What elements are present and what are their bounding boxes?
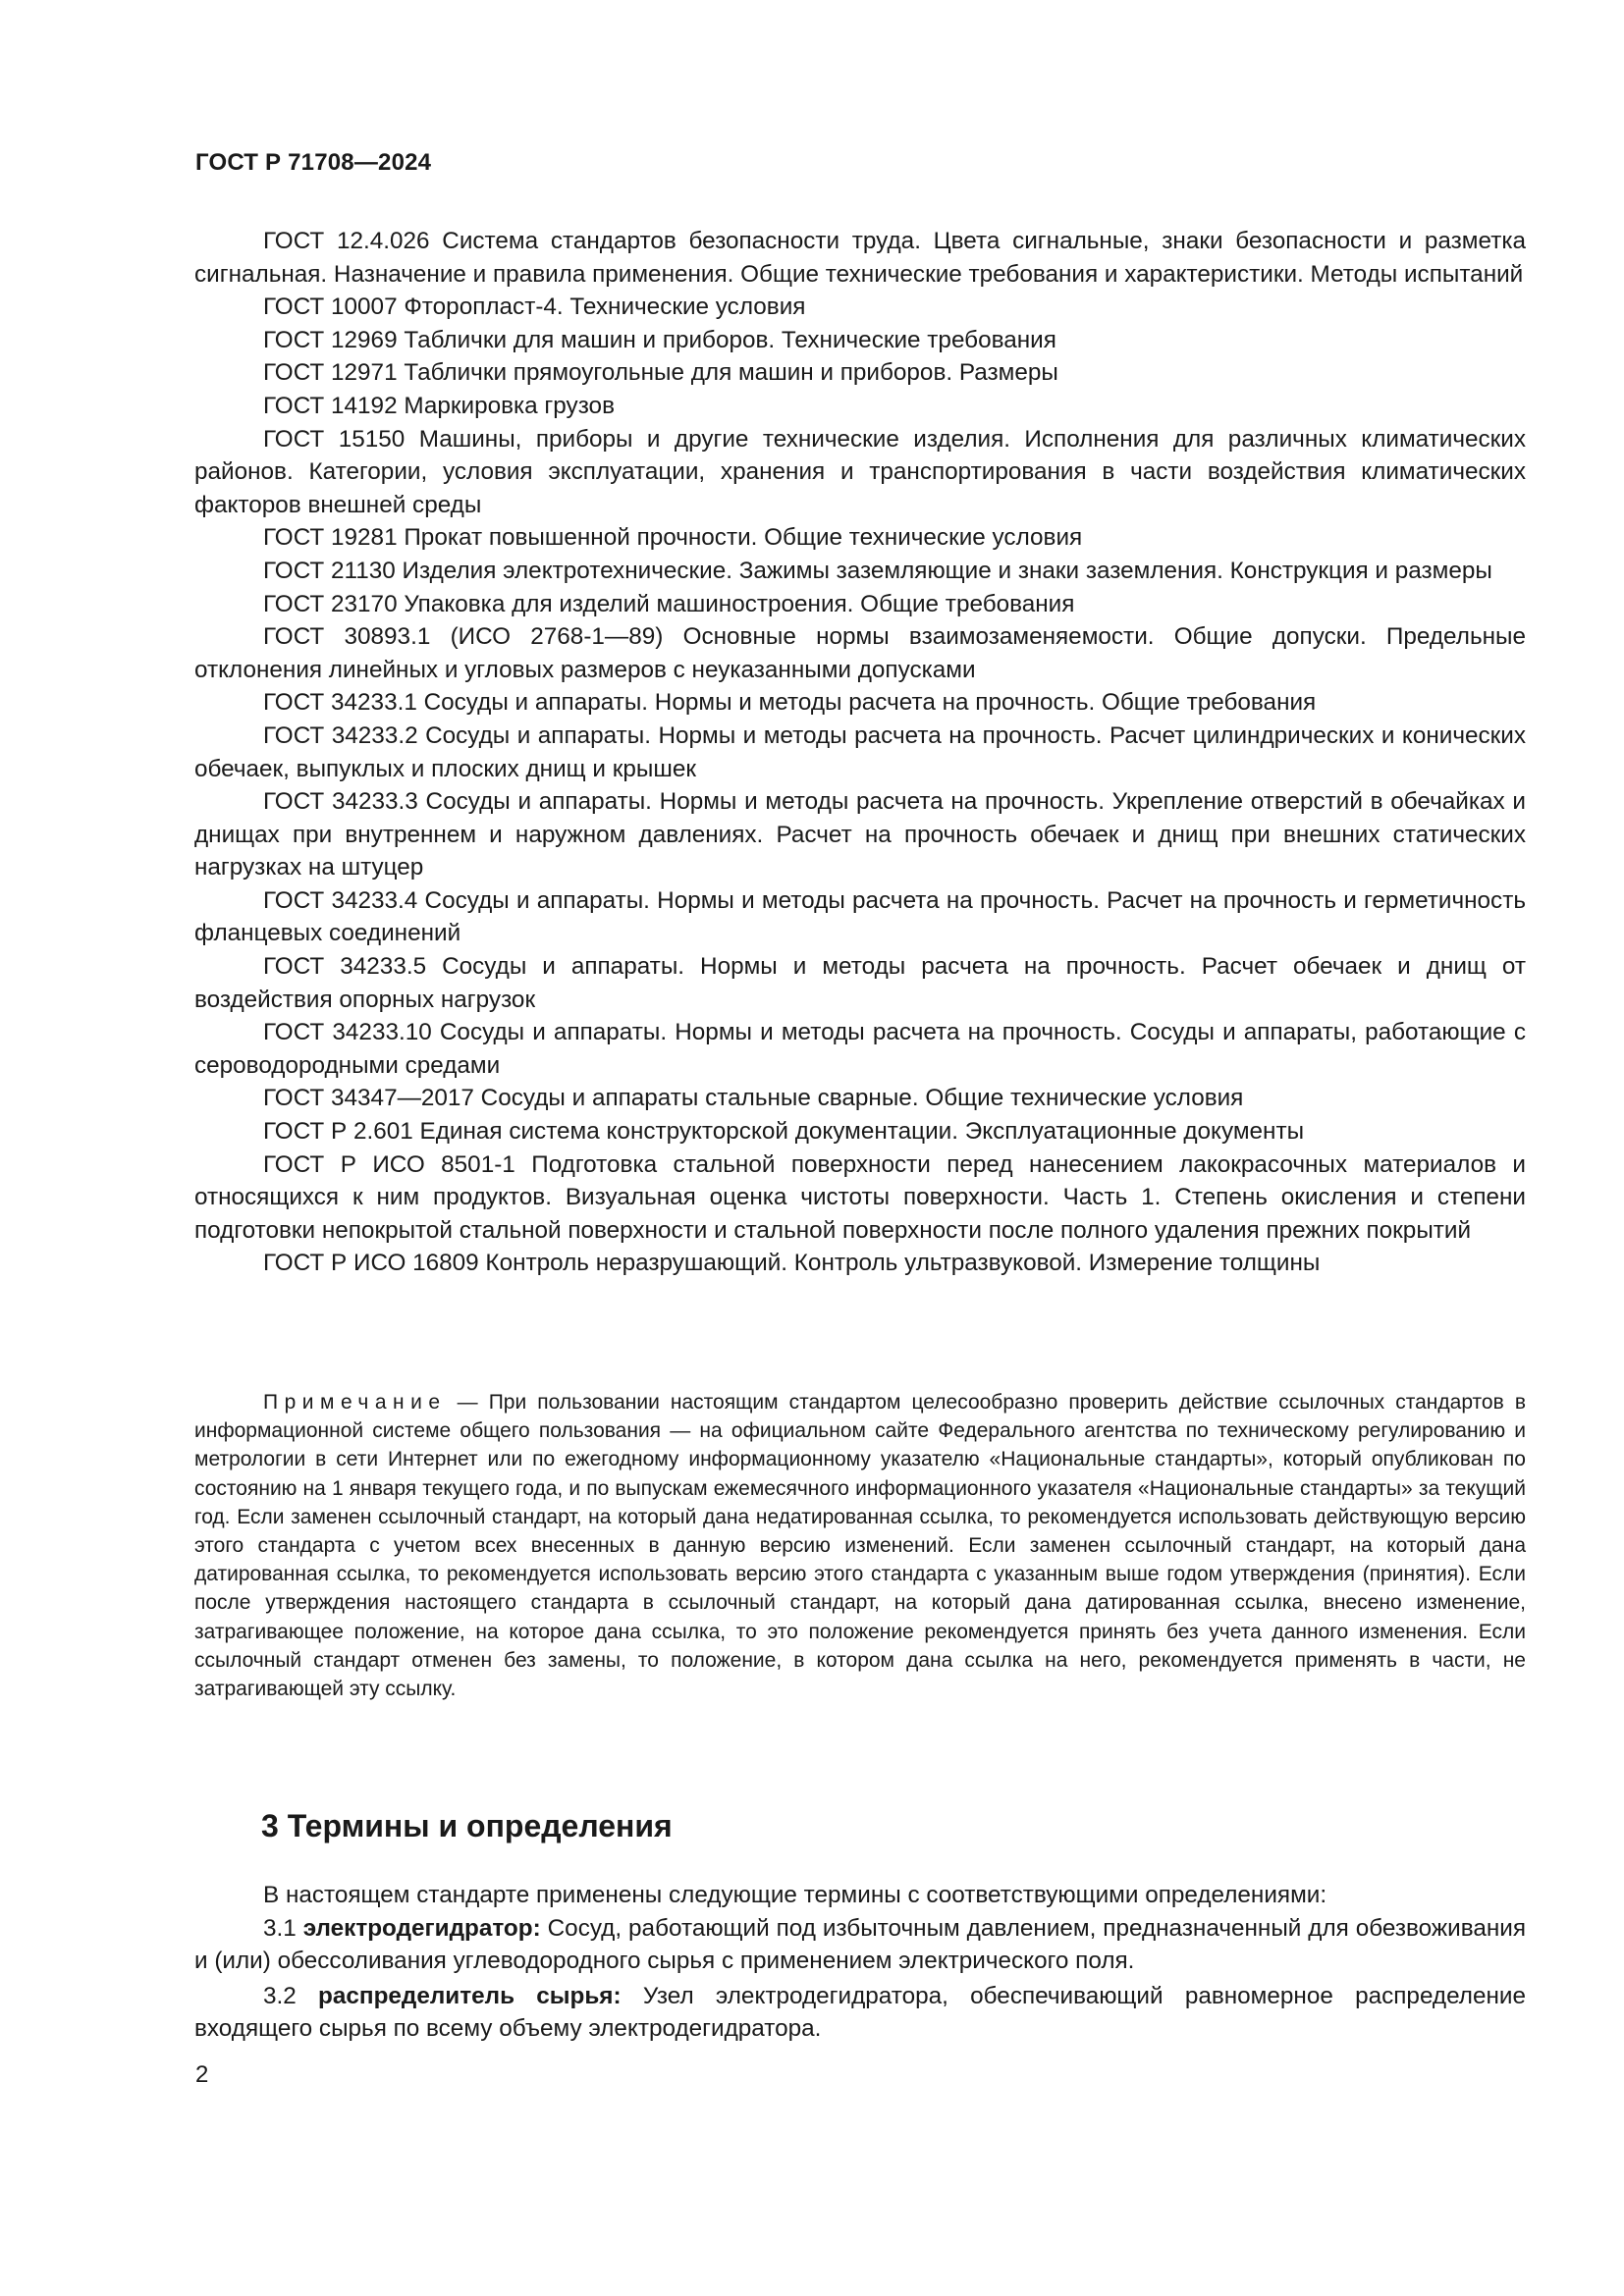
term-entry: [194, 1980, 1526, 2046]
term-name: распределитель сырья:: [318, 1982, 622, 2009]
references-note: [194, 1388, 1526, 1703]
section-title: 3 Термины и определения: [261, 1808, 673, 1843]
reference-item: ГОСТ 14192 Маркировка грузов: [263, 392, 615, 419]
note-text: — При пользовании настоящим стандартом целесообразно проверить действие ссылочных стандартов в информационной системе общего пользования — на официальном сайте Федерального агентства по техническому регулированию и метрологии в сети Интернет или по ежегодному информационному указателю «Национальные стандарты», который опубликован по состоянию на 1 января текущего года, и по выпускам ежемесячного информационного указателя «Национальные стандарты» за текущий год. Если заменен ссылочный стандарт, на который дана недатированная ссылка, то рекомендуется использовать действующую версию этого стандарта с учетом всех внесенных в данную версию изменений. Если заменен ссылочный стандарт, на который дана датированная ссылка, то рекомендуется использовать версию этого стандарта с указанным выше годом утверждения (принятия). Если после утверждения настоящего стандарта в ссылочный стандарт, на который дана датированная ссылка, внесено изменение, затрагивающее положение, на которое дана ссылка, то это положение рекомендуется принять без учета данного изменения. Если ссылочный стандарт отменен без замены, то положение, в котором дана ссылка на него, рекомендуется применять в части, не затрагивающей эту ссылку.: [194, 1391, 1526, 1701]
reference-item: ГОСТ 23170 Упаковка для изделий машиностроения. Общие требования: [263, 590, 1075, 617]
reference-item: ГОСТ 34233.4 Сосуды и аппараты. Нормы и методы расчета на прочность. Расчет на прочность и герметичность фланцевых соединений: [194, 886, 1526, 947]
reference-item: ГОСТ Р ИСО 16809 Контроль неразрушающий. Контроль ультразвуковой. Измерение толщины: [263, 1250, 1321, 1277]
reference-item: ГОСТ 34233.5 Сосуды и аппараты. Нормы и методы расчета на прочность. Расчет обечаек и днищ от воздействия опорных нагрузок: [194, 953, 1526, 1013]
reference-item: ГОСТ 12.4.026 Система стандартов безопасности труда. Цвета сигнальные, знаки безопасности и разметка сигнальная. Назначение и правила применения. Общие технические требования и характеристики. Методы испытаний: [194, 228, 1526, 288]
reference-item: ГОСТ 19281 Прокат повышенной прочности. Общие технические условия: [263, 524, 1083, 552]
reference-item: ГОСТ Р 2.601 Единая система конструкторской документации. Эксплуатационные документы: [263, 1118, 1305, 1146]
reference-item: ГОСТ 34233.2 Сосуды и аппараты. Нормы и методы расчета на прочность. Расчет цилиндрических и конических обечаек, выпуклых и плоских днищ и крышек: [194, 721, 1526, 782]
term-name: электродегидратор:: [302, 1914, 541, 1942]
terms-section-body: [194, 1879, 1526, 2046]
term-definition: Узел электродегидратора, обеспечивающий равномерное распределение входящего сырья по всему объему электродегидратора.: [194, 1982, 1527, 2043]
document-code-header: ГОСТ Р 71708—2024: [195, 149, 432, 176]
reference-item: ГОСТ 34233.3 Сосуды и аппараты. Нормы и методы расчета на прочность. Укрепление отверстий в обечайках и днищах при внутреннем и наружном давлениях. Расчет на прочность обечаек и днищ при внешних статических нагрузках на штуцер: [194, 788, 1526, 881]
term-number: 3.1: [263, 1914, 303, 1942]
reference-item: ГОСТ 12969 Таблички для машин и приборов. Технические требования: [263, 326, 1056, 353]
page-number: 2: [195, 2061, 209, 2088]
note-label: Примечание: [263, 1391, 447, 1414]
term-number: 3.2: [263, 1982, 319, 2009]
reference-item: ГОСТ 34347—2017 Сосуды и аппараты стальные сварные. Общие технические условия: [263, 1085, 1244, 1112]
term-entry: [194, 1912, 1526, 1978]
terms-intro: В настоящем стандарте применены следующие термины с соответствующими определениями:: [263, 1882, 1327, 1908]
reference-item: ГОСТ 21130 Изделия электротехнические. Зажимы заземляющие и знаки заземления. Конструкция и размеры: [263, 557, 1492, 584]
normative-references-list: [194, 225, 1526, 1280]
reference-item: ГОСТ 30893.1 (ИСО 2768-1—89) Основные нормы взаимозаменяемости. Общие допуски. Предельные отклонения линейных и угловых размеров с неуказанными допусками: [194, 623, 1526, 683]
term-definition: Сосуд, работающий под избыточным давлением, предназначенный для обезвоживания и (или) обессоливания углеводородного сырья с применением электрического поля.: [194, 1914, 1526, 1975]
reference-item: ГОСТ 10007 Фторопласт-4. Технические условия: [263, 294, 806, 321]
reference-item: ГОСТ 34233.1 Сосуды и аппараты. Нормы и методы расчета на прочность. Общие требования: [263, 689, 1317, 717]
reference-item: ГОСТ 12971 Таблички прямоугольные для машин и приборов. Размеры: [263, 359, 1058, 387]
reference-item: ГОСТ 15150 Машины, приборы и другие технические изделия. Исполнения для различных климатических районов. Категории, условия эксплуатации, хранения и транспортирования в части воздействия климатических факторов внешней среды: [194, 425, 1526, 518]
reference-item: ГОСТ Р ИСО 8501-1 Подготовка стальной поверхности перед нанесением лакокрасочных материалов и относящихся к ним продуктов. Визуальная оценка чистоты поверхности. Часть 1. Степень окисления и степени подготовки непокрытой стальной поверхности и стальной поверхности после полного удаления прежних покрытий: [194, 1150, 1526, 1244]
reference-item: ГОСТ 34233.10 Сосуды и аппараты. Нормы и методы расчета на прочность. Сосуды и аппараты, работающие с сероводородными средами: [194, 1019, 1526, 1079]
